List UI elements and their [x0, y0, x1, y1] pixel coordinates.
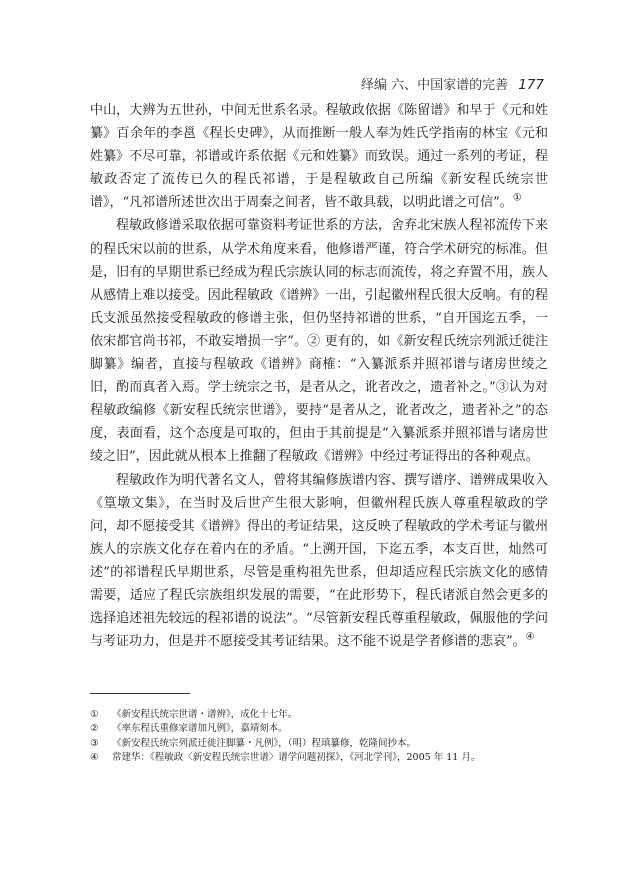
footnote-text: 《新安程氏统宗世谱・谱辨》，成化十七年。	[112, 709, 298, 720]
footnotes	[90, 708, 550, 766]
paragraph-text: 程敏政修谱采取依据可靠资料考证世系的方法，舍弃北宋族人程祁流传下来的程氏宋以前的世系，从学术角度来看，他修谱严谨，符合学术研究的标准。但是，旧有的早期世系已经成为程氏宗族认同的标志而流传，将之弃置不用，族人从感情上难以接受。因此程敏政《谱辨》一出，引起徽州程氏很大反响。有的程氏支派虽然接受程敏政的修谱主张，但仍坚持祁谱的世系，“自开国迄五季，一依宋都官尚书祁，不敢妄增损一字”。② 更有的，如《新安程氏统宗列派迁徙注脚纂》编者，直接与程敏政《谱辨》商榷：“入纂派系并照祁谱与诸房世绫之旧，酌而真者入焉。学士统宗之书，是者从之，讹者改之，遗者补之。”③认为对程敏政编修《新安程氏统宗世谱》，要持“是者从之，讹者改之，遗者补之”的态度，表面看，这个态度是可取的，但由于其前提是“入纂派系并照祁谱与诸房世绫之旧”，因此就从根本上推翻了程敏政《谱辨》中经过考证得出的各种观点。	[90, 218, 548, 465]
footnote-mark: ②	[90, 723, 99, 735]
footnote-mark: ③	[90, 737, 99, 749]
footnote-text: 《率东程氏重修家谱加凡例》，嘉靖刻本。	[112, 723, 288, 735]
main-text	[90, 99, 548, 653]
footnote-ref[interactable]: ①	[512, 193, 522, 205]
footnote-text: 《新安程氏统宗列派迁徙注脚纂・凡例》，（明）程瑱纂修，乾隆间抄本。	[112, 737, 417, 749]
footnote-ref[interactable]: ④	[525, 631, 535, 643]
running-header	[361, 74, 544, 93]
paragraph-2	[90, 214, 548, 468]
footnote-mark: ④	[90, 752, 99, 764]
footnote-item	[90, 737, 550, 751]
footnote-text: 常建华：《程敏政〈新安程氏统宗世谱〉谱学问题初探》，《河北学刊》，2005 年 11 月。	[112, 752, 481, 764]
footnote-item	[90, 708, 550, 722]
paragraph-3	[90, 469, 548, 654]
running-title: 绎编 六、中国家谱的完善	[360, 78, 509, 93]
footnote-divider	[90, 693, 190, 694]
footnote-item	[90, 751, 550, 765]
paragraph-text: 中山，大辨为五世孙，中间无世系名录。程敏政依据《陈留谱》和早于《元和姓纂》百余年的李邕《程长史碑》，从而推断一般人奉为姓氏学指南的林宝《元和姓纂》不尽可靠，祁谱或许系依据《元和姓纂》而致误。通过一系列的考证，程敏政否定了流传已久的程氏祁谱，于是程敏政自己所编《新安程氏统宗世谱》，“凡祁谱所述世次出于周秦之间者，皆不敢具载，以明此谱之可信”。	[90, 103, 548, 211]
footnote-item	[90, 722, 550, 736]
page-number: 177	[518, 77, 544, 93]
paragraph-1	[90, 99, 548, 214]
footnote-mark: ①	[90, 709, 99, 720]
paragraph-text: 程敏政作为明代著名文人，曾将其编修族谱内容、撰写谱序、谱辨成果收入《篁墩文集》，在当时及后世产生很大影响，但徽州程氏族人尊重程敏政的学问，却不愿接受其《谱辨》得出的考证结果，这反映了程敏政的学术考证与徽州族人的宗族文化存在着内在的矛盾。“上溯开国，下迄五季，本支百世，灿然可述”的祁谱程氏早期世系，尽管是重构祖先世系，但却适应程氏宗族文化的感情需要，适应了程氏宗族组织发展的需要，“在此形势下，程氏诸派自然会更多的选择追述祖先较远的程祁谱的说法”。“尽管新安程氏尊重程敏政，佩服他的学问与考证功力，但是并不愿接受其考证结果。这不能不说是学者修谱的悲哀”。	[90, 472, 548, 650]
